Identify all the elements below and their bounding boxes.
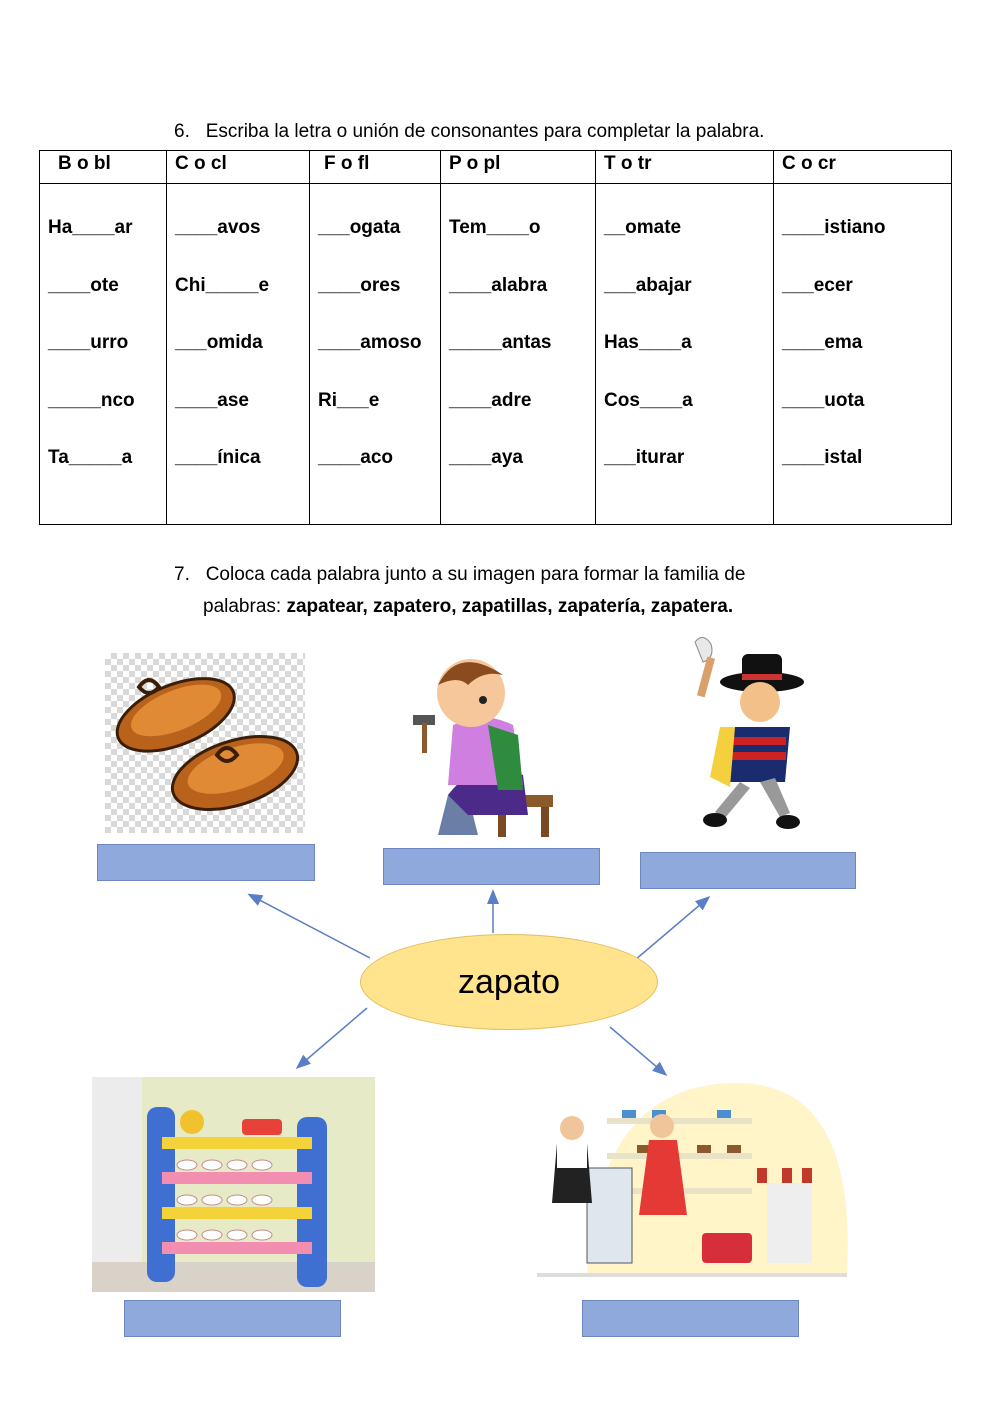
arrow-to-shoe-store <box>610 1027 665 1074</box>
question-text-line1: Coloca cada palabra junto a su imagen para formar la familia de <box>205 564 746 585</box>
question-text-line2: palabras: <box>203 596 287 617</box>
column-header: T o tr <box>596 151 774 184</box>
word-item[interactable]: _____nco <box>48 389 135 411</box>
word-item[interactable]: ___ecer <box>782 274 853 296</box>
column-header: B o bl <box>40 151 167 184</box>
word-item[interactable]: ____adre <box>449 389 532 411</box>
word-item[interactable]: ____istal <box>782 447 863 468</box>
column-header: F o fl <box>310 151 441 184</box>
word-item[interactable]: ____alabra <box>449 274 548 296</box>
word-item[interactable]: ____ínica <box>175 447 261 468</box>
word-item[interactable]: ____ores <box>318 274 401 296</box>
word-item[interactable]: ___iturar <box>604 447 685 468</box>
arrow-to-slippers <box>250 895 370 958</box>
word-item[interactable]: Ha____ar <box>48 217 133 238</box>
word-item[interactable]: _____antas <box>449 332 552 353</box>
word-item[interactable]: ____urro <box>48 332 129 353</box>
column-header: P o pl <box>441 151 596 184</box>
word-item[interactable]: Cos____a <box>604 389 693 411</box>
word-item[interactable]: ___ogata <box>318 217 401 238</box>
word-item[interactable]: ___abajar <box>604 274 692 296</box>
column-header: C o cr <box>774 151 952 184</box>
question-text: Escriba la letra o unión de consonantes para completar la palabra. <box>205 121 765 142</box>
word-item[interactable]: ____uota <box>782 389 865 411</box>
word-family-list: zapatear, zapatero, zapatillas, zapatería, zapatera. <box>286 596 734 617</box>
word-item[interactable]: Ri___e <box>318 389 380 411</box>
question-number: 6. <box>174 121 190 142</box>
arrow-to-dancer <box>635 898 708 960</box>
word-item[interactable]: ____avos <box>175 217 261 238</box>
word-item[interactable]: Chi_____e <box>175 274 270 296</box>
word-item[interactable]: ____aco <box>318 447 394 468</box>
word-item[interactable]: Ta_____a <box>48 447 133 468</box>
word-item[interactable]: ____amoso <box>318 332 422 353</box>
word-item[interactable]: ____ase <box>175 389 249 411</box>
center-word-ellipse <box>360 934 658 1030</box>
word-item[interactable]: ___omida <box>175 332 263 353</box>
word-item[interactable]: ____ote <box>48 274 119 296</box>
arrow-to-shoe-rack <box>298 1008 367 1067</box>
word-item[interactable]: Has____a <box>604 332 692 353</box>
column-header: C o cl <box>167 151 310 184</box>
center-word: zapato <box>457 962 561 1001</box>
question-number: 7. <box>174 564 190 585</box>
word-item[interactable]: ____aya <box>449 447 523 468</box>
word-item[interactable]: ____istiano <box>782 217 886 238</box>
word-item[interactable]: Tem____o <box>449 217 541 238</box>
word-item[interactable]: __omate <box>604 217 682 238</box>
word-item[interactable]: ____ema <box>782 332 863 353</box>
